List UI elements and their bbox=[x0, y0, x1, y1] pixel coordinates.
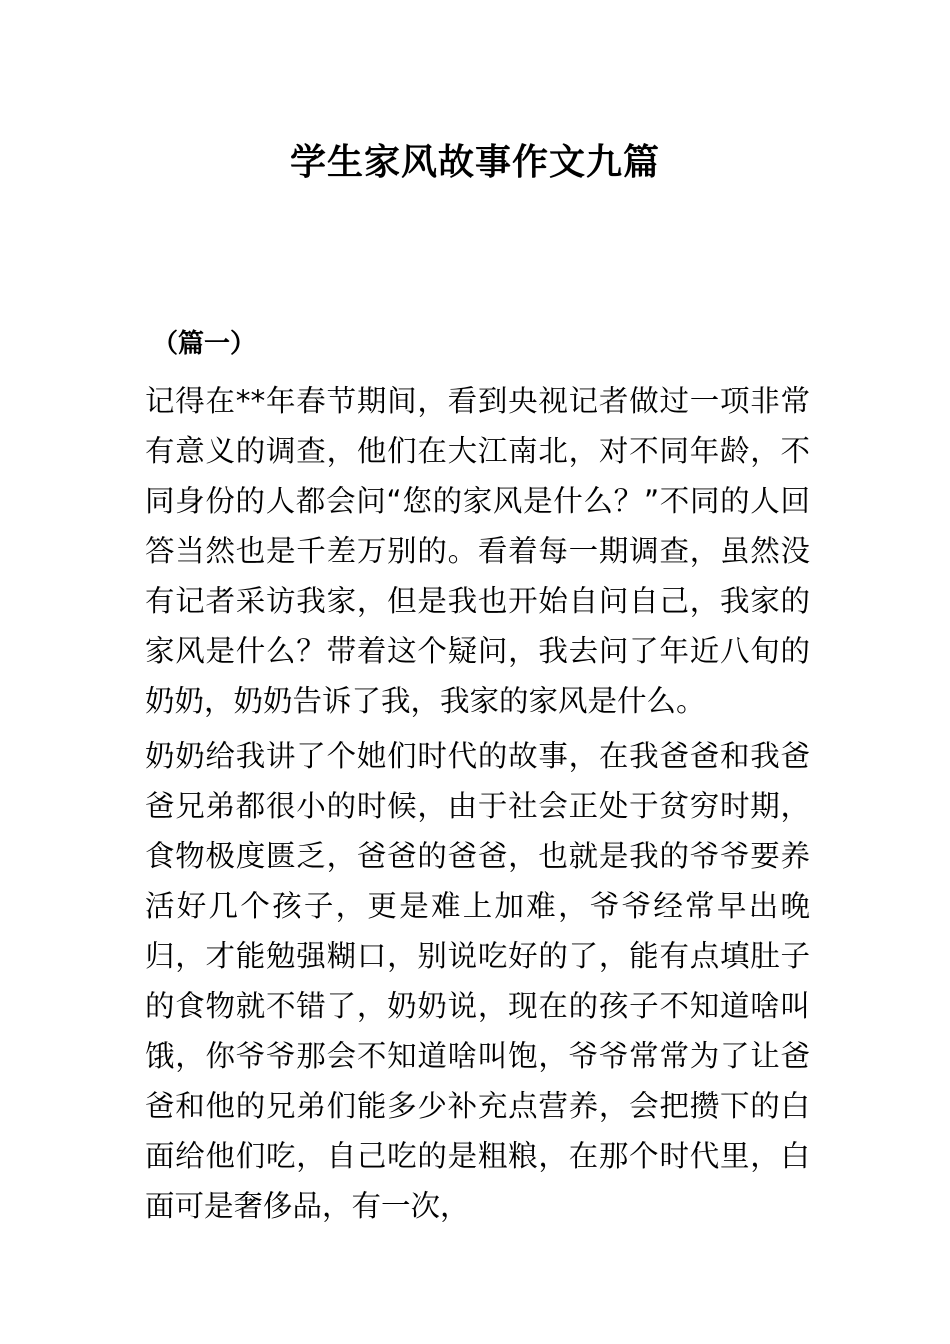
document-body bbox=[145, 376, 810, 1236]
paragraph: 奶奶给我讲了个她们时代的故事，在我爸爸和我爸爸兄弟都很小的时候，由于社会正处于贫穷时期，食物极度匮乏，爸爸的爸爸，也就是我的爷爷要养活好几个孩子，更是难上加难，爷爷经常早出晚归，才能勉强糊口，别说吃好的了，能有点填肚子的食物就不错了，奶奶说，现在的孩子不知道啥叫饿，你爷爷那会不知道啥叫饱，爷爷常常为了让爸爸和他的兄弟们能多少补充点营养，会把攒下的白面给他们吃，自己吃的是粗粮，在那个时代里，白面可是奢侈品，有一次， bbox=[145, 739, 810, 1223]
paragraph: 记得在**年春节期间，看到央视记者做过一项非常有意义的调查，他们在大江南北，对不同年龄，不同身份的人都会问“您的家风是什么？”不同的人回答当然也是千差万别的。看着每一期调查，虽然没有记者采访我家，但是我也开始自问自己，我家的家风是什么？带着这个疑问，我去问了年近八旬的奶奶，奶奶告诉了我，我家的家风是什么。 bbox=[145, 384, 810, 718]
document-title: 学生家风故事作文九篇 bbox=[289, 142, 660, 183]
section-heading: （篇一） bbox=[152, 329, 257, 359]
